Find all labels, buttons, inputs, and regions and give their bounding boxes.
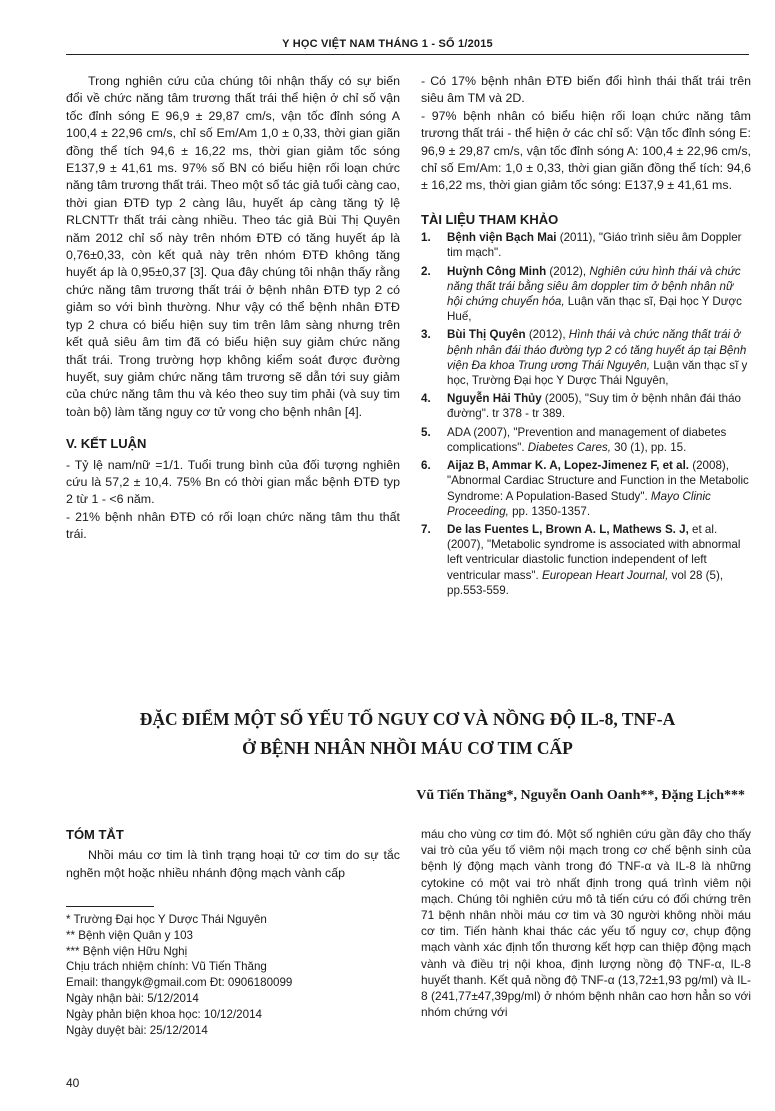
responsible-author: Chịu trách nhiệm chính: Vũ Tiến Thăng — [66, 960, 267, 974]
reference-item: 5. ADA (2007), "Prevention and management of diabetes complications". Diabetes Cares, 30 (1), pp. 15. — [421, 425, 727, 454]
reference-item: 4. Nguyễn Hải Thủy (2005), "Suy tim ở bệnh nhân đái tháo đường". tr 378 - tr 389. — [421, 392, 741, 421]
footnote-rule — [66, 906, 154, 907]
reference-item: 2. Huỳnh Công Minh (2012), Nghiên cứu hình thái và chức năng thất trái bằng siêu âm doppler tim ở bệnh nhân nữ hội chứng chuyển hóa, Luận văn thạc sĩ, Đại học Y Dược Huế, — [421, 264, 742, 324]
running-header: Y HỌC VIỆT NAM THÁNG 1 - SỐ 1/2015 — [282, 38, 493, 50]
reference-item: 7. De las Fuentes L, Brown A. L, Mathews S. J, et al. (2007), "Metabolic syndrome is associated with abnormal left ventricular diastolic function independent of left ventricular mass". European Heart Journal, vol 28 (5), pp.553-559. — [421, 522, 741, 597]
conclusion-heading: V. KẾT LUẬN — [66, 436, 147, 452]
abstract-heading: TÓM TẮT — [66, 827, 124, 842]
affiliation: *** Bệnh viện Hữu Nghị — [66, 944, 188, 958]
header-rule — [66, 54, 749, 55]
date-approved: Ngày duyệt bài: 25/12/2014 — [66, 1023, 208, 1037]
left-column-upper — [66, 73, 400, 544]
affiliation: * Trường Đại học Y Dược Thái Nguyên — [66, 913, 267, 926]
reference-item: 1. Bệnh viện Bạch Mai (2011), "Giáo trình siêu âm Doppler tim mạch". — [421, 231, 742, 260]
article-title-line-2: Ở BỆNH NHÂN NHỒI MÁU CƠ TIM CẤP — [242, 738, 573, 758]
date-reviewed: Ngày phản biện khoa học: 10/12/2014 — [66, 1007, 262, 1021]
abstract-text: máu cho vùng cơ tim đó. Một số nghiên cứu gần đây cho thấy vai trò của yếu tố viêm nội mạch trong cơ chế bệnh sinh của bệnh lý động mạch vành trong đó TNF-α và IL-8 là những cytokine có một vai trò nhất định trong quá trình viêm nội mạch. Chúng tôi nghiên cứu mô tả tiến cứu có đối chứng trên 71 bệnh nhân nhồi máu cơ tim và 30 người không nhồi máu cơ tim. Tiến hành khai thác các yếu tố nguy cơ, chụp động mạch vành xác định tổn thương kết hợp can thiệp động mạch vành và điều trị nội khoa, định lượng nồng độ TNF-α, IL-8 huyết thanh. Kết quả nồng độ TNF-α (13,72±1,93 pg/ml) và IL-8 (241,77±47,39pg/ml) ở nhóm bệnh nhân cao hơn hẳn so với nhóm chứng với — [421, 827, 751, 1020]
footnotes — [66, 912, 400, 1038]
article-authors: Vũ Tiến Thăng*, Nguyễn Oanh Oanh**, Đặng Lịch*** — [416, 788, 745, 803]
conclusion-item: - Tỷ lệ nam/nữ =1/1. Tuổi trung bình của đối tượng nghiên cứu là 57,2 ± 10,4. 75% Bn có thời gian mắc bệnh ĐTĐ typ 2 từ 1 - <6 năm. — [66, 457, 400, 507]
discussion-paragraph: Trong nghiên cứu của chúng tôi nhận thấy có sự biến đổi về chức năng tâm trương thất trái thể hiện ở chỉ số vận tốc đỉnh sóng E 96,9 ± 29,87 cm/s, vận tốc đỉnh sóng A 100,4 ± 22,96 cm/s, chỉ số Em/Am 1,0 ± 0,33, thời gian giãn đồng thể tích 94,6 ± 16,22 ms, thời gian giảm tốc sóng E137,9 ± 41,61 ms. 97% số BN có biểu hiện rối loạn chức năng tâm trương thất trái. Theo một số tác giả tuổi càng cao, thời gian ĐTĐ typ 2 càng lâu, huyết áp càng tăng tỷ lệ RLCNTTr thất trái càng nhiều. Theo tác giả Bùi Thị Quyên năm 2012 chỉ số này trên nhóm ĐTĐ có tăng huyết áp là 0,76±0,33, còn kết quả này trên nhóm ĐTĐ không tăng huyết áp là 0,95±0,37 [3]. Qua đây chúng tôi nhận thấy rằng chức năng tâm trương thất trái ở bệnh nhân ĐTĐ typ 2 có giảm so với bình thường. Như vậy có thể bệnh nhân ĐTĐ typ 2 chưa có biểu hiện suy tim trên lâm sàng nhưng trên kết quả siêu âm tim đã có biểu hiện suy giảm chức năng thất trái. Trong trường hợp không kiểm soát được đường huyết, suy giảm chức năng tâm trương sẽ dẫn tới suy giảm của chức năng tâm thu và kéo theo suy tim phải (và suy tim toàn bộ) làm tăng nguy cơ tử vong cho bệnh nhân [4]. — [66, 74, 400, 419]
affiliation: ** Bệnh viện Quân y 103 — [66, 928, 193, 942]
reference-item: 6. Aijaz B, Ammar K. A, Lopez-Jimenez F, et al. (2008), "Abnormal Cardiac Structure and Function in the Metabolic Syndrome: A Population-Based Study". Mayo Clinic Proceeding, pp. 1350-1357. — [421, 459, 749, 518]
conclusion-item: - 21% bệnh nhân ĐTĐ có rối loạn chức năng tâm thu thất trái. — [66, 509, 400, 542]
abstract-right — [421, 826, 751, 1020]
page-number: 40 — [66, 1076, 80, 1090]
date-received: Ngày nhận bài: 5/12/2014 — [66, 991, 199, 1005]
reference-item: 3. Bùi Thị Quyên (2012), Hình thái và chức năng thất trái ở bệnh nhân đái tháo đường typ 2 có tăng huyết áp tại Bệnh viện Đa khoa Trung ương Thái Nguyên, Luận văn thạc sĩ y học, Trường Đại học Y Dược Thái Nguyên, — [421, 328, 748, 388]
article-title-line-1: ĐẶC ĐIỂM MỘT SỐ YẾU TỐ NGUY CƠ VÀ NỒNG ĐỘ IL-8, TNF-A — [139, 709, 676, 729]
reference-list — [421, 230, 751, 598]
contact-email: Email: thangyk@gmail.com Đt: 0906180099 — [66, 976, 293, 990]
references-heading: TÀI LIỆU THAM KHẢO — [421, 211, 559, 227]
conclusion-item: - 97% bệnh nhân có biểu hiện rối loạn chức năng tâm trương thất trái - thể hiện ở các chỉ số: Vận tốc đỉnh sóng E: 96,9 ± 29,87 cm/s, vận tốc đỉnh sóng A: 100,4 ± 22,96 cm/s, chỉ số Em/Am: 1,0 ± 0,33, thời gian giãn đồng thể tích: 94,6 ± 16,22 ms, thời gian giảm tốc sóng: E137,9 ± 41,61 ms. — [421, 108, 751, 193]
abstract-text: Nhồi máu cơ tim là tình trạng hoại tử cơ tim do sự tắc nghẽn một hoặc nhiều nhánh động mạch vành cấp — [66, 848, 400, 880]
conclusion-item: - Có 17% bệnh nhân ĐTĐ biến đổi hình thái thất trái trên siêu âm TM và 2D. — [421, 74, 751, 106]
abstract-left — [66, 826, 400, 882]
right-column-upper — [421, 73, 751, 601]
